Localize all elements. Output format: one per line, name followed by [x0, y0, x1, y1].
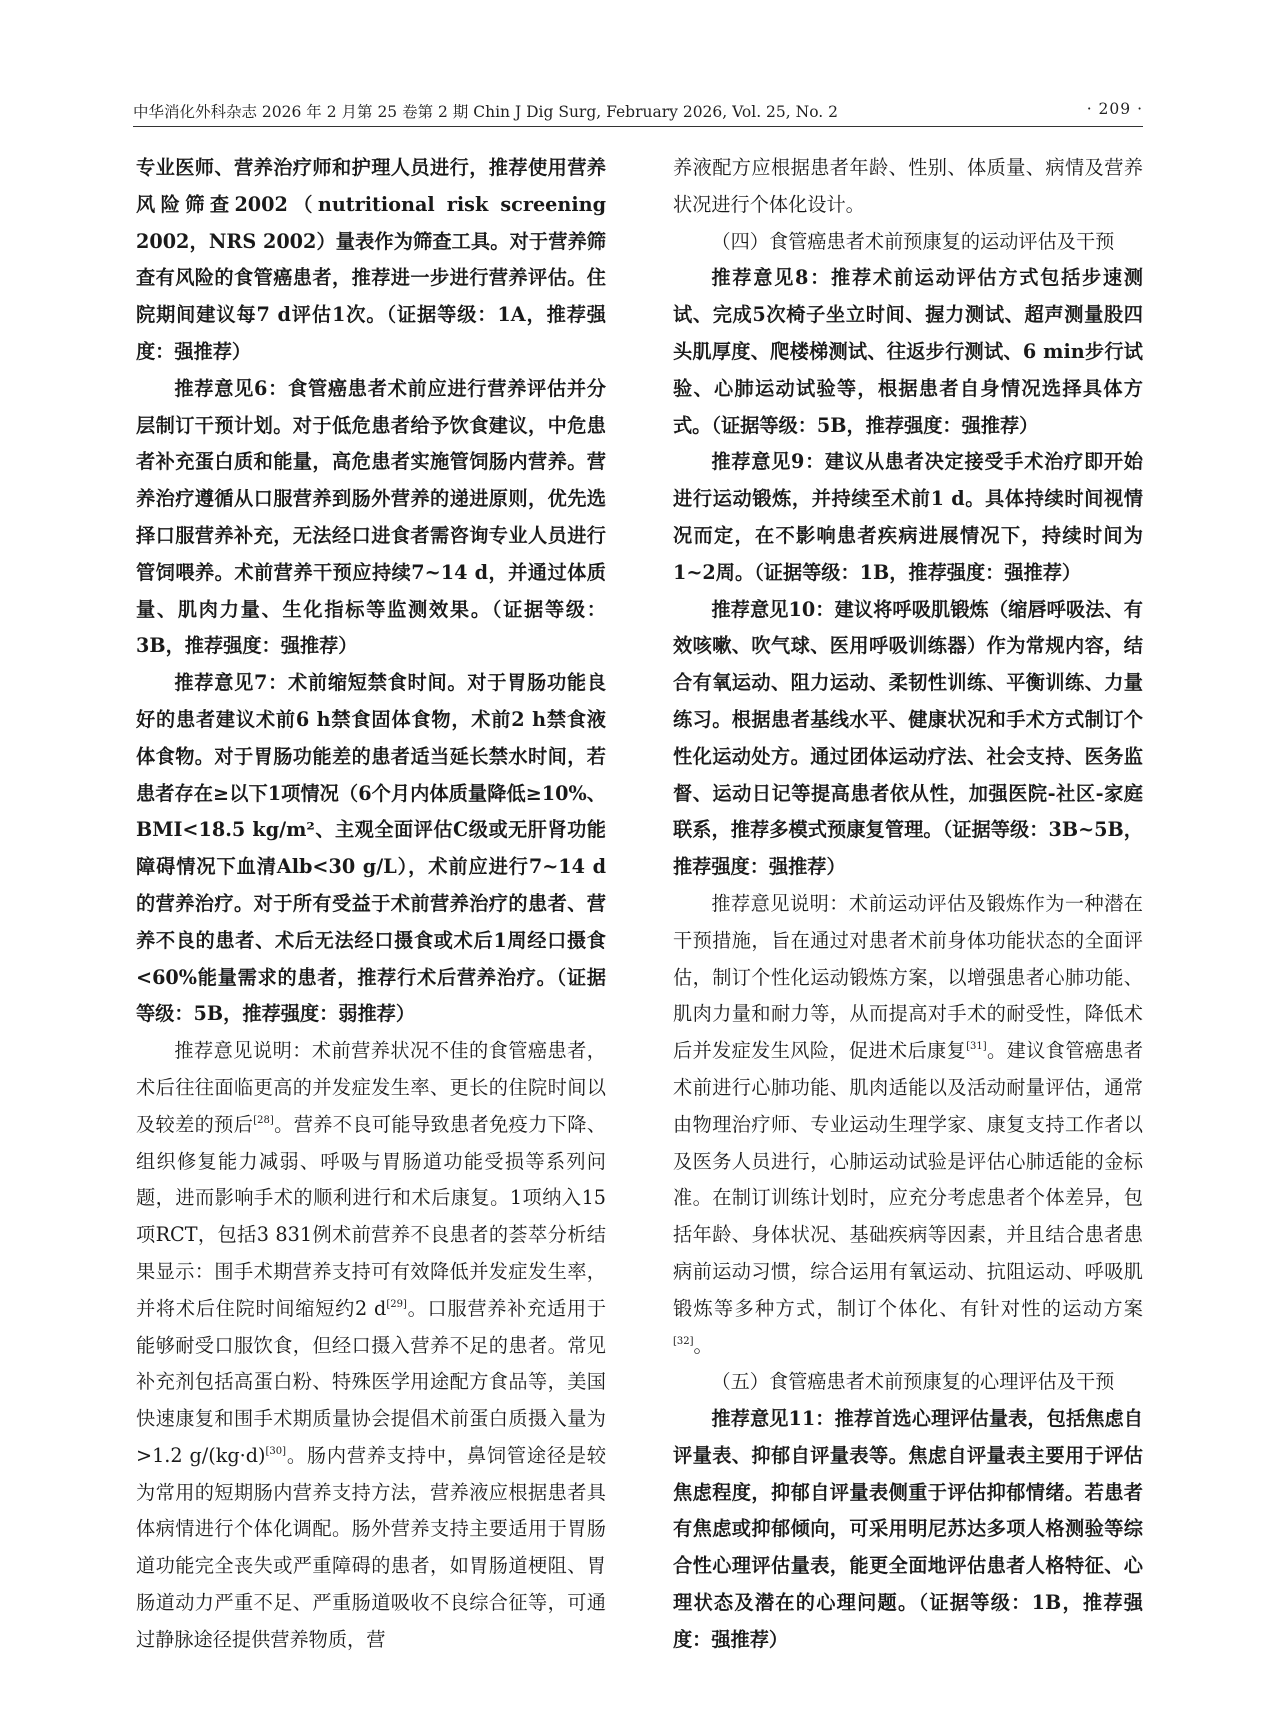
recommendation-10: 推荐意见10：建议将呼吸肌锻炼（缩唇呼吸法、有效咳嗽、吹气球、医用呼吸训练器）作为常规内容，结合有氧运动、阻力运动、柔韧性训练、平衡训练、力量练习。根据患者基线水平、健康状况和手术方式制订个性化运动处方。通过团体运动疗法、社会支持、医务监督、运动日记等提高患者依从性，加强医院-社区-家庭联系，推荐多模式预康复管理。（证据等级：3B~5B，推荐强度：强推荐） [673, 597, 1143, 879]
text-segment: 。 [693, 1333, 713, 1357]
text-segment: 。口服营养补充适用于能够耐受口服饮食，但经口摄入营养不足的患者。常见补充剂包括高蛋白粉、特殊医学用途配方食品等，美国快速康复和围手术期质量协会提倡术前蛋白质摄入量为>1.2 g/(kg·d) [136, 1296, 607, 1467]
citation-31: [31] [966, 1041, 987, 1053]
citation-30: [30] [265, 1445, 287, 1457]
page-number: · 209 · [1086, 100, 1143, 118]
recommendation-explanation-exercise [673, 886, 1143, 1364]
recommendation-6: 推荐意见6：食管癌患者术前应进行营养评估并分层制订干预计划。对于低危患者给予饮食建议，中危患者补充蛋白质和能量，高危患者实施管饲肠内营养。营养治疗遵循从口服营养到肠外营养的递进原则，优先选择口服营养补充，无法经口进食者需咨询专业人员进行管饲喂养。术前营养干预应持续7~14 d，并通过体质量、肌肉力量、生化指标等监测效果。（证据等级：3B，推荐强度：强推荐） [136, 376, 606, 658]
journal-citation: 中华消化外科杂志 2026 年 2 月第 25 卷第 2 期 Chin J Dig Surg, February 2026, Vol. 25, No. 2 [133, 103, 838, 121]
paragraph-nutrition-continued: 养液配方应根据患者年龄、性别、体质量、病情及营养状况进行个体化设计。 [673, 156, 1143, 216]
text-segment: 。肠内营养支持中，鼻饲管途径是较为常用的短期肠内营养支持方法，营养液应根据患者具体病情进行个体化调配。肠外营养支持主要适用于胃肠道功能完全丧失或严重障碍的患者，如胃肠道梗阻、胃肠道动力严重不足、严重肠道吸收不良综合征等，可通过静脉途径提供营养物质，营 [136, 1443, 607, 1651]
running-header [133, 96, 1143, 127]
text-segment: 推荐意见说明：术前营养状况不佳的食管癌患者，术后往往面临更高的并发症发生率、更长的住院时间以及较差的预后 [136, 1039, 606, 1136]
left-column [136, 150, 606, 1659]
right-column [673, 150, 1143, 1659]
text-segment: 。营养不良可能导致患者免疫力下降、组织修复能力减弱、呼吸与胃肠道功能受损等系列问题，进而影响手术的顺利进行和术后康复。1项纳入15项RCT，包括3 831例术前营养不良患者的荟萃分析结果显示：围手术期营养支持可有效降低并发症发生率，并将术后住院时间缩短约2 d [136, 1112, 607, 1320]
paragraph-screening-continued: 专业医师、营养治疗师和护理人员进行，推荐使用营养风险筛查2002（nutritional risk screening 2002，NRS 2002）量表作为筛查工具。对于营养筛查有风险的食管癌患者，推荐进一步进行营养评估。住院期间建议每7 d评估1次。（证据等级：1A，推荐强度：强推荐） [136, 156, 606, 363]
section-heading-psychology: （五）食管癌患者术前预康复的心理评估及干预 [711, 1370, 1115, 1394]
section-heading-exercise: （四）食管癌患者术前预康复的运动评估及干预 [711, 229, 1115, 253]
citation-29: [29] [386, 1298, 407, 1310]
recommendation-explanation-nutrition [136, 1033, 606, 1659]
recommendation-8: 推荐意见8：推荐术前运动评估方式包括步速测试、完成5次椅子坐立时间、握力测试、超声测量股四头肌厚度、爬楼梯测试、往返步行测试、6 min步行试验、心肺运动试验等，根据患者自身情况选择具体方式。（证据等级：5B，推荐强度：强推荐） [673, 266, 1143, 437]
recommendation-7: 推荐意见7：术前缩短禁食时间。对于胃肠功能良好的患者建议术前6 h禁食固体食物，术前2 h禁食液体食物。对于胃肠功能差的患者适当延长禁水时间，若患者存在≥以下1项情况（6个月内体质量降低≥10%、BMI<18.5 kg/m²、主观全面评估C级或无肝肾功能障碍情况下血清Alb<30 g/L），术前应进行7~14 d的营养治疗。对于所有受益于术前营养治疗的患者、营养不良的患者、术后无法经口摄食或术后1周经口摄食<60%能量需求的患者，推荐行术后营养治疗。（证据等级：5B，推荐强度：弱推荐） [136, 671, 606, 1026]
recommendation-9: 推荐意见9：建议从患者决定接受手术治疗即开始进行运动锻炼，并持续至术前1 d。具体持续时间视情况而定，在不影响患者疾病进展情况下，持续时间为1~2周。（证据等级：1B，推荐强度：强推荐） [673, 450, 1143, 584]
citation-28: [28] [253, 1114, 274, 1126]
citation-32: [32] [673, 1335, 694, 1347]
text-segment: 。建议食管癌患者术前进行心肺功能、肌肉适能以及活动耐量评估，通常由物理治疗师、专业运动生理学家、康复支持工作者以及医务人员进行，心肺运动试验是评估心肺适能的金标准。在制订训练计划时，应充分考虑患者个体差异，包括年龄、身体状况、基础疾病等因素，并且结合患者患病前运动习惯，综合运用有氧运动、抗阻运动、呼吸肌锻炼等多种方式，制订个体化、有针对性的运动方案 [673, 1039, 1144, 1320]
text-segment: 推荐意见说明：术前运动评估及锻炼作为一种潜在干预措施，旨在通过对患者术前身体功能状态的全面评估，制订个性化运动锻炼方案，以增强患者心肺功能、肌肉力量和耐力等，从而提高对手术的耐受性，降低术后并发症发生风险，促进术后康复 [673, 891, 1143, 1063]
recommendation-11: 推荐意见11：推荐首选心理评估量表，包括焦虑自评量表、抑郁自评量表等。焦虑自评量表主要用于评估焦虑程度，抑郁自评量表侧重于评估抑郁情绪。若患者有焦虑或抑郁倾向，可采用明尼苏达多项人格测验等综合性心理评估量表，能更全面地评估患者人格特征、心理状态及潜在的心理问题。（证据等级：1B，推荐强度：强推荐） [673, 1407, 1143, 1651]
